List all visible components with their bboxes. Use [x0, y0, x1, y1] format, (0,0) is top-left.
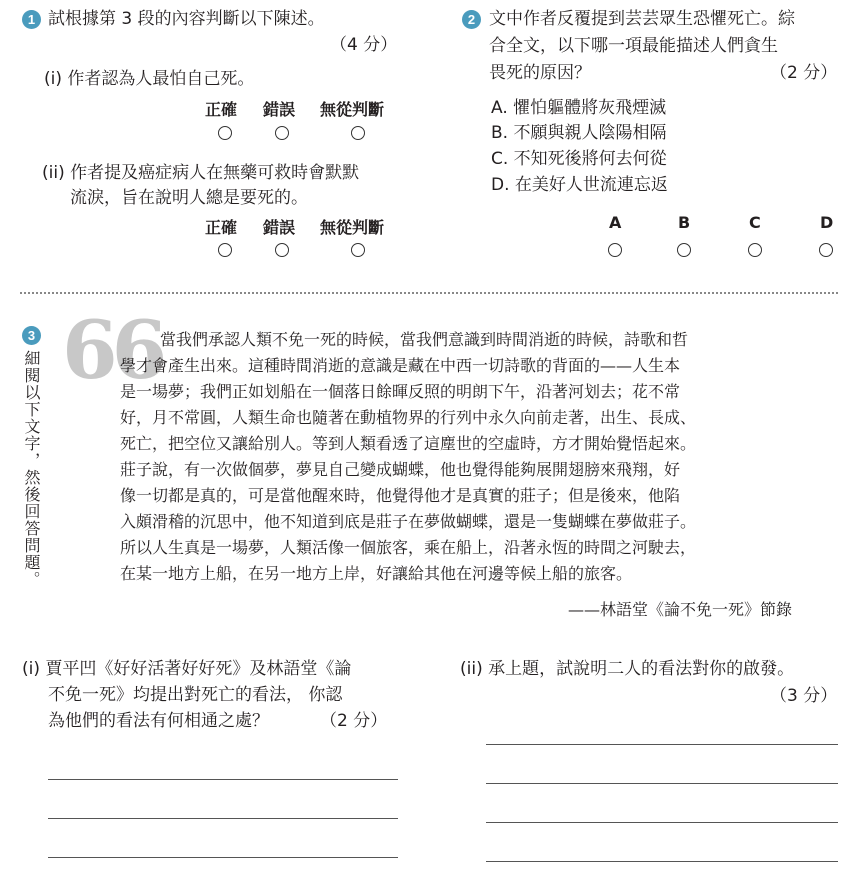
q2-radio-d[interactable] — [819, 243, 833, 257]
q3-sub-ii-score: （3 分） — [770, 686, 838, 706]
answer-line-i-1[interactable] — [48, 779, 398, 780]
question-number-1: 1 — [22, 10, 41, 29]
passage-source: ——林語堂《論不免一死》節錄 — [568, 600, 793, 619]
q2-radio-c[interactable] — [748, 243, 762, 257]
q1-statement-i: (i) 作者認為人最怕自己死。 — [44, 69, 255, 89]
passage-line-4: 好，月不常圓，人類生命也隨著在動植物界的行列中永久向前走著，出生、長成、 — [120, 408, 697, 427]
passage-line-10: 在某一地方上船，在另一地方上岸，好讓給其他在河邊等候上船的旅客。 — [120, 564, 633, 583]
q2-score: （2 分） — [770, 63, 838, 83]
q3-sub-i-line1: (i) 賈平凹《好好活著好好死》及林語堂《論 — [22, 659, 352, 679]
q2-option-c: C. 不知死後將何去何從 — [491, 149, 667, 169]
q1-i-choice-correct: 正確 — [205, 100, 238, 119]
q2-choice-label-c: C — [749, 213, 761, 232]
q2-choice-label-b: B — [678, 213, 691, 232]
q2-choice-label-a: A — [609, 213, 622, 232]
q1-i-radio-correct[interactable] — [218, 126, 232, 140]
q1-ii-choice-unknown: 無從判斷 — [320, 218, 385, 237]
answer-line-i-3[interactable] — [48, 857, 398, 858]
q2-radio-b[interactable] — [677, 243, 691, 257]
q2-option-d: D. 在美好人世流連忘返 — [491, 175, 668, 195]
passage-line-1: 當我們承認人類不免一死的時候，當我們意識到時間消逝的時候，詩歌和哲 — [160, 330, 689, 349]
q1-ii-radio-unknown[interactable] — [351, 243, 365, 257]
q2-prompt-line1: 文中作者反覆提到芸芸眾生恐懼死亡。綜 — [489, 9, 795, 29]
answer-line-ii-3[interactable] — [486, 822, 838, 823]
q2-option-b: B. 不願與親人陰陽相隔 — [491, 123, 667, 143]
answer-line-ii-4[interactable] — [486, 861, 838, 862]
q1-statement-ii-line1: (ii) 作者提及癌症病人在無藥可救時會默默 — [42, 163, 360, 183]
q1-ii-radio-correct[interactable] — [218, 243, 232, 257]
q3-sub-i-line2: 不免一死》均提出對死亡的看法， 你認 — [48, 685, 343, 705]
answer-line-ii-2[interactable] — [486, 783, 838, 784]
q1-prompt: 試根據第 3 段的內容判斷以下陳述。 — [48, 9, 325, 29]
answer-line-ii-1[interactable] — [486, 744, 838, 745]
question-number-2: 2 — [462, 10, 481, 29]
q2-option-a: A. 懼怕軀體將灰飛煙滅 — [491, 98, 667, 118]
q2-choice-label-d: D — [820, 213, 834, 232]
question-number-3: 3 — [22, 326, 41, 345]
q1-i-choice-wrong: 錯誤 — [263, 100, 296, 119]
passage-line-2: 學才會產生出來。這種時間消逝的意識是藏在中西一切詩歌的背面的——人生本 — [120, 356, 681, 375]
quote-mark-icon: 66 — [62, 303, 162, 397]
passage-line-6: 莊子說，有一次做個夢，夢見自己變成蝴蝶，他也覺得能夠展開翅膀來飛翔，好 — [120, 460, 681, 479]
q1-i-choice-unknown: 無從判斷 — [320, 100, 385, 119]
q1-score: （4 分） — [330, 35, 398, 55]
q2-radio-a[interactable] — [608, 243, 622, 257]
section-divider — [20, 292, 838, 294]
passage-line-3: 是一場夢；我們正如划船在一個落日餘暉反照的明朗下午，沿著河划去；花不常 — [120, 382, 681, 401]
q3-sub-i-line3: 為他們的看法有何相通之處？ — [48, 711, 269, 731]
passage-line-9: 所以人生真是一場夢，人類活像一個旅客，乘在船上，沿著永恆的時間之河駛去， — [120, 538, 697, 557]
q1-ii-choice-correct: 正確 — [205, 218, 238, 237]
q1-ii-radio-wrong[interactable] — [275, 243, 289, 257]
q3-instruction: 細閱以下文字，然後回答問題。 — [22, 350, 41, 588]
q3-sub-ii-line1: (ii) 承上題，試說明二人的看法對你的啟發。 — [460, 659, 795, 679]
q1-i-radio-unknown[interactable] — [351, 126, 365, 140]
passage-line-5: 死亡，把空位又讓給別人。等到人類看透了這塵世的空虛時，方才開始覺悟起來。 — [120, 434, 697, 453]
passage-line-7: 像一切都是真的，可是當他醒來時，他覺得他才是真實的莊子；但是後來，他陷 — [120, 486, 681, 505]
q1-statement-ii-line2: 流淚，旨在說明人總是要死的。 — [70, 188, 308, 208]
q2-prompt-line3: 畏死的原因？ — [489, 63, 591, 83]
q1-ii-choice-wrong: 錯誤 — [263, 218, 296, 237]
q2-prompt-line2: 合全文，以下哪一項最能描述人們貪生 — [489, 36, 778, 56]
passage-line-8: 入頗滑稽的沉思中，他不知道到底是莊子在夢做蝴蝶，還是一隻蝴蝶在夢做莊子。 — [120, 512, 697, 531]
answer-line-i-2[interactable] — [48, 818, 398, 819]
q3-sub-i-score: （2 分） — [320, 711, 388, 731]
q1-i-radio-wrong[interactable] — [275, 126, 289, 140]
